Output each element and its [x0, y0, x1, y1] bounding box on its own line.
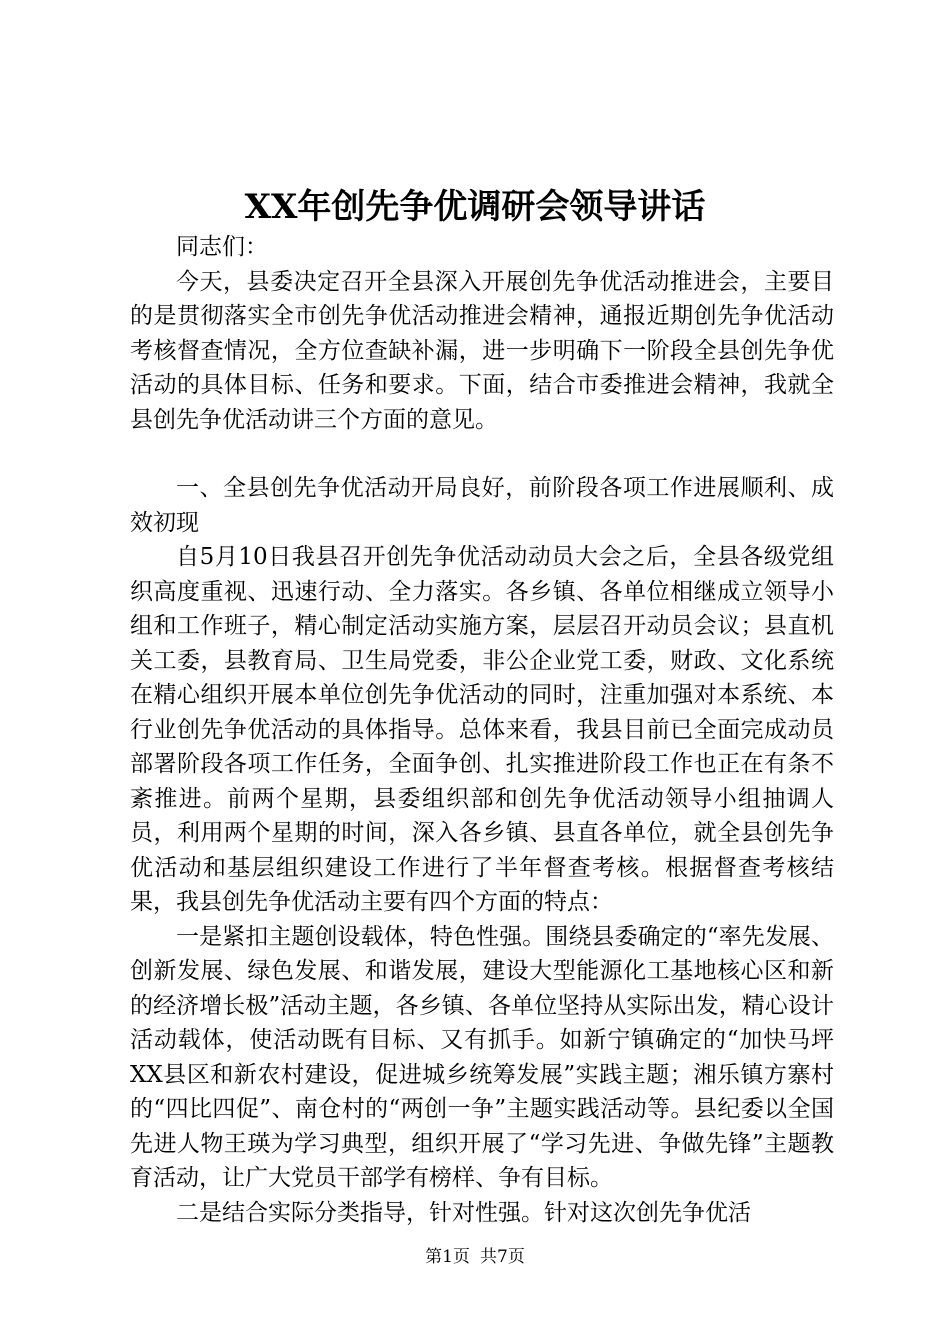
body-paragraph: 二是结合实际分类指导，针对性强。针对这次创先争优活 — [176, 1199, 751, 1226]
page-footer — [0, 1245, 950, 1269]
page-number: 第1页 — [425, 1247, 470, 1267]
document-title: XX年创先争优调研会领导讲话 — [244, 187, 706, 227]
document-body — [130, 230, 834, 1230]
section-heading-1: 一、全县创先争优活动开局良好，前阶段各项工作进展顺利、成效初现 — [130, 475, 834, 536]
salutation-paragraph: 同志们： — [176, 234, 268, 260]
body-paragraph: 自5月10日我县召开创先争优活动动员大会之后，全县各级党组织高度重视、迅速行动、全力落实。各乡镇、各单位相继成立领导小组和工作班子，精心制定活动实施方案，层层召开动员会议；县直机关工委，县教育局、卫生局党委，非公企业党工委，财政、文化系统在精心组织开展本单位创先争优活动的同时，注重加强对本系统、本行业创先争优活动的具体指导。总体来看，我县目前已全面完成动员部署阶段各项工作任务，全面争创、扎实推进阶段工作也正在有条不紊推进。前两个星期，县委组织部和创先争优活动领导小组抽调人员，利用两个星期的时间，深入各乡镇、县直各单位，就全县创先争优活动和基层组织建设工作进行了半年督查考核。根据督查考核结果，我县创先争优活动主要有四个方面的特点： — [130, 544, 834, 915]
body-paragraph: 一是紧扣主题创设载体，特色性强。围绕县委确定的“率先发展、创新发展、绿色发展、和谐发展，建设大型能源化工基地核心区和新的经济增长极”活动主题，各乡镇、各单位坚持从实际出发，精心设计活动载体，使活动既有目标、又有抓手。如新宁镇确定的“加快马坪XX县区和新农村建设，促进城乡统筹发展”实践主题；湘乐镇方寨村的“四比四促”、南仓村的“两创一争”主题实践活动等。县纪委以全国先进人物王瑛为学习典型，组织开展了“学习先进、争做先锋”主题教育活动，让广大党员干部学有榜样、争有目标。 — [130, 923, 834, 1191]
intro-paragraph: 今天，县委决定召开全县深入开展创先争优活动推进会，主要目的是贯彻落实全市创先争优活动推进会精神，通报近期创先争优活动考核督查情况，全方位查缺补漏，进一步明确下一阶段全县创先争优活动的具体目标、任务和要求。下面，结合市委推进会精神，我就全县创先争优活动讲三个方面的意见。 — [130, 268, 834, 433]
page-total: 共7页 — [480, 1247, 525, 1267]
